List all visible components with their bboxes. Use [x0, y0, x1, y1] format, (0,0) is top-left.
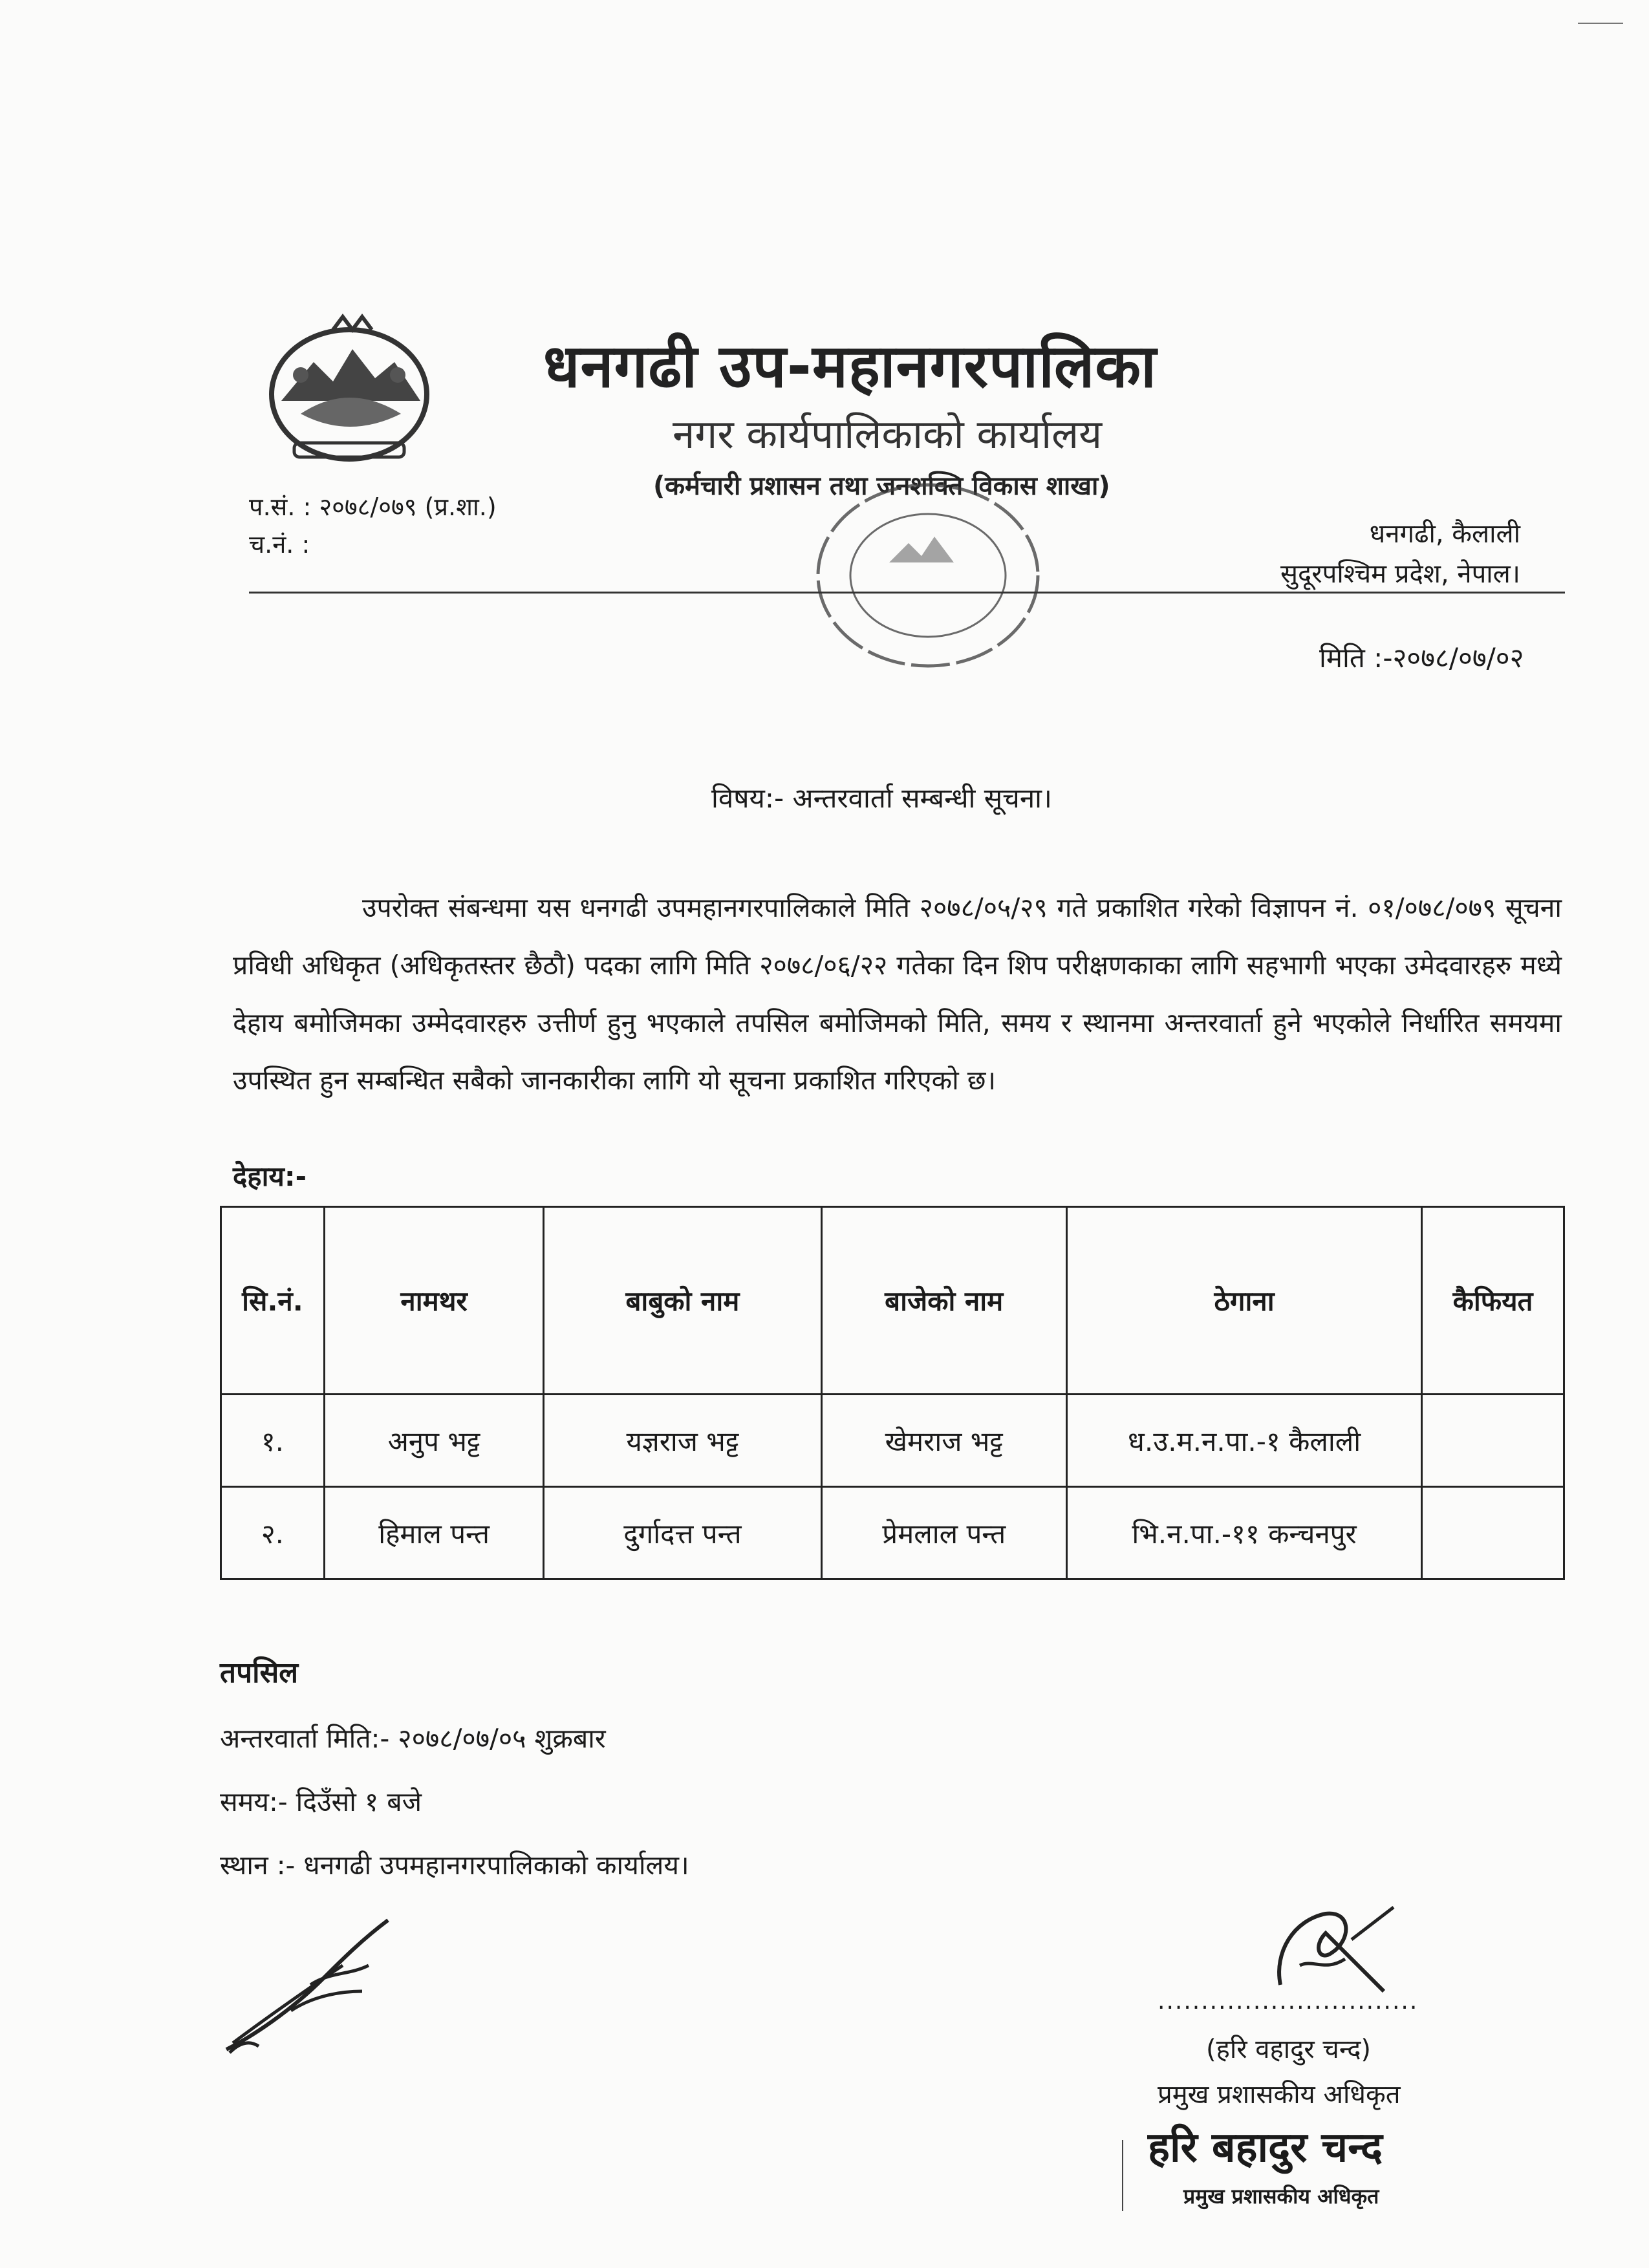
address-line-1: धनगढी, कैलाली [1369, 519, 1520, 549]
header-divider [249, 592, 1565, 594]
cell-grandfather-name: खेमराज भट्ट [821, 1395, 1066, 1487]
cell-name: हिमाल पन्त [324, 1487, 543, 1579]
stamp-edge [1122, 2140, 1123, 2211]
header-grandfather-name: बाजेको नाम [821, 1207, 1066, 1395]
letter-date: मिति :-२०७८/०७/०२ [1319, 642, 1524, 674]
cell-father-name: दुर्गादत्त पन्त [544, 1487, 821, 1579]
schedule-details [220, 1707, 689, 1897]
cell-name: अनुप भट्ट [324, 1395, 543, 1487]
header-address: ठेगाना [1066, 1207, 1421, 1395]
office-subtitle: नगर कार्यपालिकाको कार्यालय [673, 411, 1103, 458]
table-label: देहाय:- [233, 1161, 307, 1192]
address-line-2: सुदूरपश्चिम प्रदेश, नेपाल। [1280, 559, 1520, 589]
table-row [221, 1395, 1564, 1487]
candidate-table [220, 1206, 1565, 1580]
cell-serial: २. [221, 1487, 325, 1579]
cell-address: भि.न.पा.-११ कन्चनपुर [1066, 1487, 1421, 1579]
subject-line: विषय:- अन्तरवार्ता सम्बन्धी सूचना। [711, 782, 1052, 814]
notice-body: उपरोक्त संबन्धमा यस धनगढी उपमहानगरपालिकाले मिति २०७८/०५/२९ गते प्रकाशित गरेको विज्ञापन नं. ०१/०७८/०७९ सूचना प्रविधी अधिकृत (अधिकृतस्तर छैठौ) पदका लागि मिति २०७८/०६/२२ गतेका दिन शिप परीक्षणकाका लागि सहभागी भएका उमेदवारहरु मध्ये देहाय बमोजिमका उम्मेदवारहरु उत्तीर्ण हुनु भएकाले तपसिल बमोजिमको मिति, समय र स्थानमा अन्तरवार्ता हुने भएकोले निर्धारित समयमा उपस्थित हुन सम्बन्धित सबैको जानकारीका लागि यो सूचना प्रकाशित गरिएको छ। [233, 892, 1562, 1096]
interview-place: स्थान :- धनगढी उपमहानगरपालिकाको कार्यालय। [220, 1850, 689, 1881]
office-title: धनगढी उप-महानगरपालिका [543, 332, 1157, 401]
cell-father-name: यज्ञराज भट्ट [544, 1395, 821, 1487]
signature-line: .............................. [1158, 1988, 1419, 2015]
scan-mark [1578, 23, 1623, 24]
cell-remarks [1422, 1487, 1564, 1579]
officer-designation: प्रमुख प्रशासकीय अधिकृत [1158, 2080, 1401, 2110]
interview-date: अन्तरवार्ता मिति:- २०७८/०७/०५ शुक्रबार [220, 1723, 606, 1754]
reference-number: प.सं. : २०७८/०७९ (प्र.शा.) [249, 493, 497, 521]
table-row [221, 1487, 1564, 1579]
table-header-row [221, 1207, 1564, 1395]
reference-block [249, 488, 497, 563]
cell-grandfather-name: प्रेमलाल पन्त [821, 1487, 1066, 1579]
cell-remarks [1422, 1395, 1564, 1487]
header-remarks: कैफियत [1422, 1207, 1564, 1395]
branch-name: (कर्मचारी प्रशासन तथा जनशक्ति विकास शाखा) [653, 471, 1110, 501]
dispatch-number: च.नं. : [249, 530, 310, 559]
signature-left-icon [213, 1914, 401, 2062]
office-address [1280, 514, 1520, 594]
office-stamp-icon [792, 465, 1064, 685]
cell-address: ध.उ.म.न.पा.-१ कैलाली [1066, 1395, 1421, 1487]
interview-time: समय:- दिउँसो १ बजे [220, 1786, 422, 1817]
officer-name: (हरि वहादुर चन्द) [1206, 2035, 1372, 2064]
cell-serial: १. [221, 1395, 325, 1487]
header-father-name: बाबुको नाम [544, 1207, 821, 1395]
nepal-emblem-icon [255, 304, 443, 472]
header-serial: सि.नं. [221, 1207, 325, 1395]
name-stamp: हरि बहादुर चन्द [1148, 2124, 1383, 2172]
designation-stamp: प्रमुख प्रशासकीय अधिकृत [1183, 2184, 1379, 2209]
schedule-heading: तपसिल [220, 1656, 299, 1689]
header-name: नामथर [324, 1207, 543, 1395]
